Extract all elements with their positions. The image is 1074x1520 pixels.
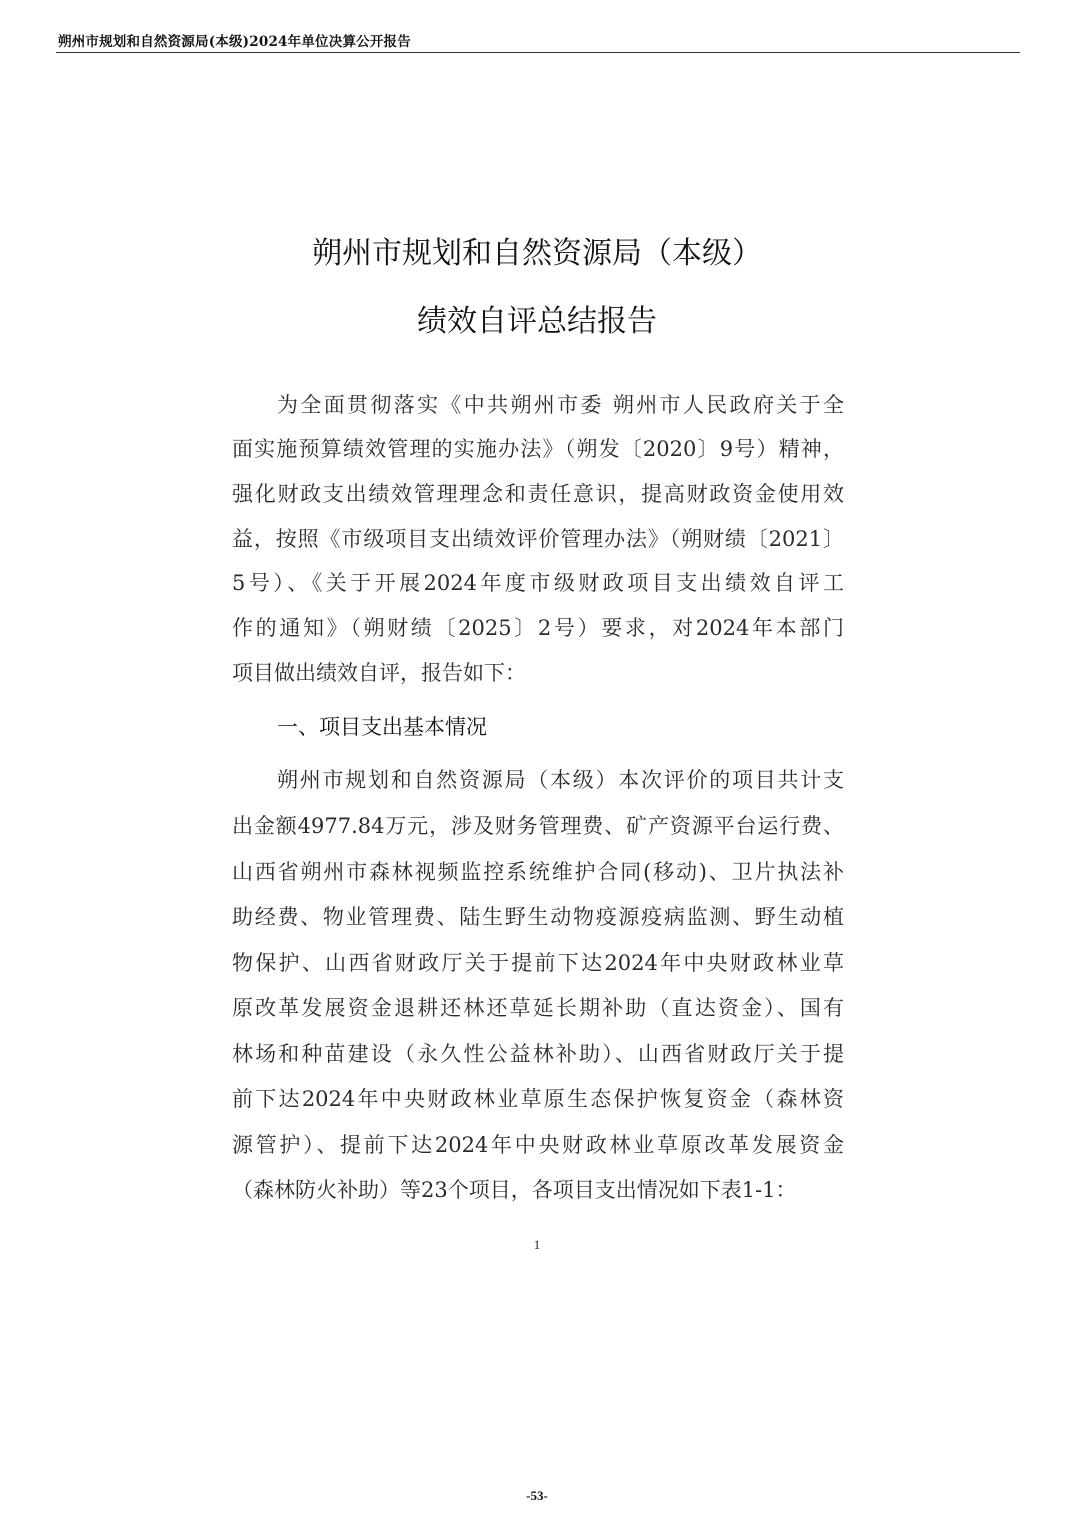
intro-paragraph-line: 作的通知》（朔财绩〔2025〕2号）要求，对2024年本部门: [232, 616, 844, 640]
intro-paragraph-line: 益，按照《市级项目支出绩效评价管理办法》（朔财绩〔2021〕: [232, 527, 844, 551]
report-title-line-2: 绩效自评总结报告: [417, 304, 657, 339]
header-divider: [56, 52, 1020, 53]
intro-paragraph-line: 5号）、《关于开展2024年度市级财政项目支出绩效自评工: [232, 571, 844, 595]
intro-paragraph-line: 项目做出绩效自评，报告如下：: [232, 661, 526, 685]
intro-paragraph-line: 强化财政支出绩效管理理念和责任意识，提高财政资金使用效: [232, 482, 844, 506]
section-paragraph-line: 林场和种苗建设（永久性公益林补助）、山西省财政厅关于提: [232, 1042, 844, 1066]
section-paragraph-line: 朔州市规划和自然资源局（本级）本次评价的项目共计支: [277, 768, 844, 792]
section-paragraph-line: 出金额4977.84万元，涉及财务管理费、矿产资源平台运行费、: [232, 814, 844, 838]
footer-page-number: -53-: [526, 1488, 548, 1503]
section-paragraph-line: 源管护）、提前下达2024年中央财政林业草原改革发展资金: [232, 1133, 844, 1157]
report-title-line-1: 朔州市规划和自然资源局（本级）: [312, 236, 762, 271]
section-paragraph-line: （森林防火补助）等23个项目，各项目支出情况如下表1-1：: [232, 1178, 797, 1202]
section-paragraph-line: 山西省朔州市森林视频监控系统维护合同(移动)、卫片执法补: [232, 860, 844, 884]
page-number: 1: [533, 1237, 541, 1252]
section-paragraph-line: 助经费、物业管理费、陆生野生动物疫源疫病监测、野生动植: [232, 905, 844, 929]
section-paragraph-line: 物保护、山西省财政厅关于提前下达2024年中央财政林业草: [232, 951, 844, 975]
section-heading: 一、项目支出基本情况: [277, 715, 487, 739]
section-paragraph-line: 前下达2024年中央财政林业草原生态保护恢复资金（森林资: [232, 1087, 844, 1111]
running-header: 朔州市规划和自然资源局(本级)2024年单位决算公开报告: [58, 34, 411, 50]
intro-paragraph-line: 为全面贯彻落实《中共朔州市委 朔州市人民政府关于全: [277, 393, 844, 417]
section-paragraph-line: 原改革发展资金退耕还林还草延长期补助（直达资金）、国有: [232, 996, 844, 1020]
intro-paragraph-line: 面实施预算绩效管理的实施办法》（朔发〔2020〕9号）精神，: [232, 437, 844, 461]
